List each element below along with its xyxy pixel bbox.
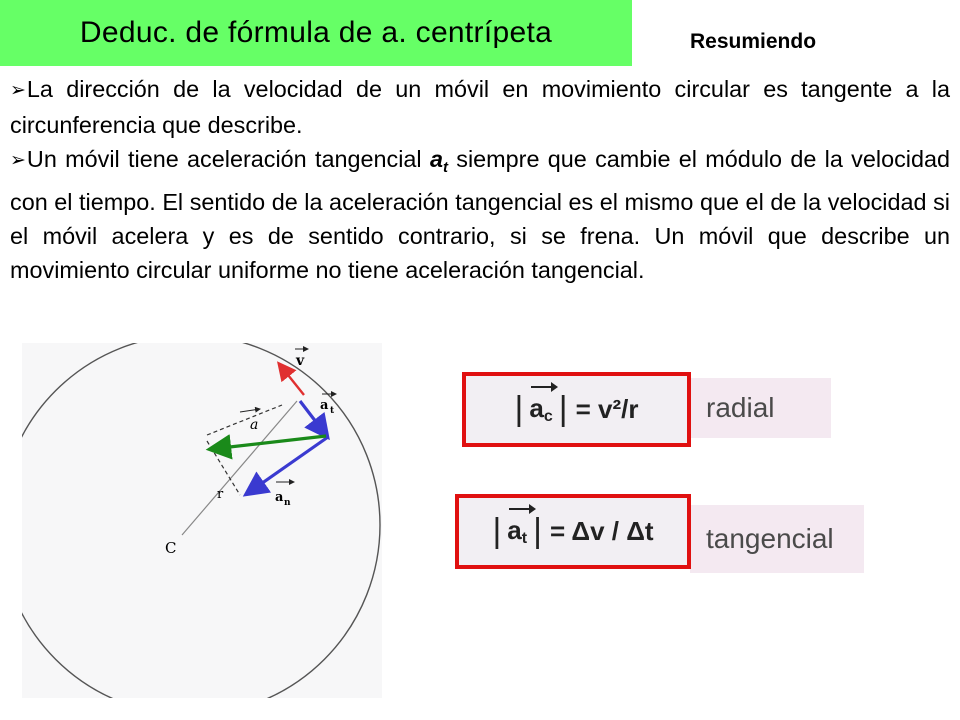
- abs-bar-left: |: [492, 512, 502, 550]
- label-r: r: [217, 487, 224, 502]
- radial-lhs: ac: [529, 393, 552, 426]
- section-subtitle: Resumiendo: [690, 30, 817, 53]
- radial-formula-box: [462, 372, 691, 447]
- tangential-label-box: [690, 505, 864, 573]
- normal-accel-vector: [248, 437, 328, 493]
- label-at: a: [320, 398, 329, 413]
- tangential-rhs: = Δv / Δt: [549, 516, 654, 546]
- page-title: Deduc. de fórmula de a. centrípeta: [79, 16, 553, 49]
- tangential-label: tangencial: [706, 523, 834, 554]
- label-v: v: [296, 353, 305, 369]
- tangential-formula-box: [455, 494, 691, 569]
- bullet-paragraph-2: ➢Un móvil tiene aceleración tangencial $a_t$ siempre que cambie el módulo de la velocidad con el tiempo. El sentido de la aceleración tangencial es el mismo que el de la velocidad si el móvil acelera y es de sentido contrario, si se frena. Un móvil que describe un movimiento circular uniforme no tiene aceleración tangencial.: [10, 146, 950, 283]
- tangential-formula: [459, 498, 687, 565]
- vector-arrow-icon: [529, 381, 559, 393]
- trajectory-circle: [22, 343, 380, 698]
- dashed-guide-1: [207, 405, 282, 435]
- radial-formula: [466, 376, 687, 443]
- abs-bar-left: |: [514, 390, 524, 428]
- total-accel-vector: [212, 436, 326, 449]
- tangential-lhs: at: [507, 515, 527, 548]
- vector-arrow-icon: [507, 503, 537, 515]
- bullet-paragraph-1: ➢La dirección de la velocidad de un móvil en movimiento circular es tangente a la circunferencia que describe.: [10, 76, 950, 138]
- radial-label-box: [690, 378, 831, 438]
- radial-label: radial: [706, 392, 775, 423]
- title-banner: [0, 0, 632, 66]
- arrow-bullet-icon: ➢: [10, 150, 26, 171]
- a-arrow-mark: [240, 409, 260, 412]
- label-an-sub: n: [284, 498, 291, 508]
- abs-bar-right: |: [533, 512, 542, 550]
- arrow-bullet-icon: ➢: [10, 80, 26, 101]
- tangential-accel-subscript: t: [442, 159, 448, 176]
- label-at-sub: t: [330, 406, 335, 416]
- label-an: a: [275, 490, 284, 505]
- radius-line: [182, 401, 297, 535]
- summary-text: [10, 72, 950, 287]
- circular-motion-diagram: [22, 343, 382, 698]
- label-a: a: [250, 417, 259, 433]
- label-center: C: [165, 539, 177, 557]
- velocity-vector: [280, 365, 304, 395]
- tangential-accel-symbol: a: [429, 146, 443, 172]
- abs-bar-right: |: [558, 390, 568, 428]
- radial-rhs: = v²/r: [575, 394, 639, 424]
- diagram-svg: [22, 343, 382, 698]
